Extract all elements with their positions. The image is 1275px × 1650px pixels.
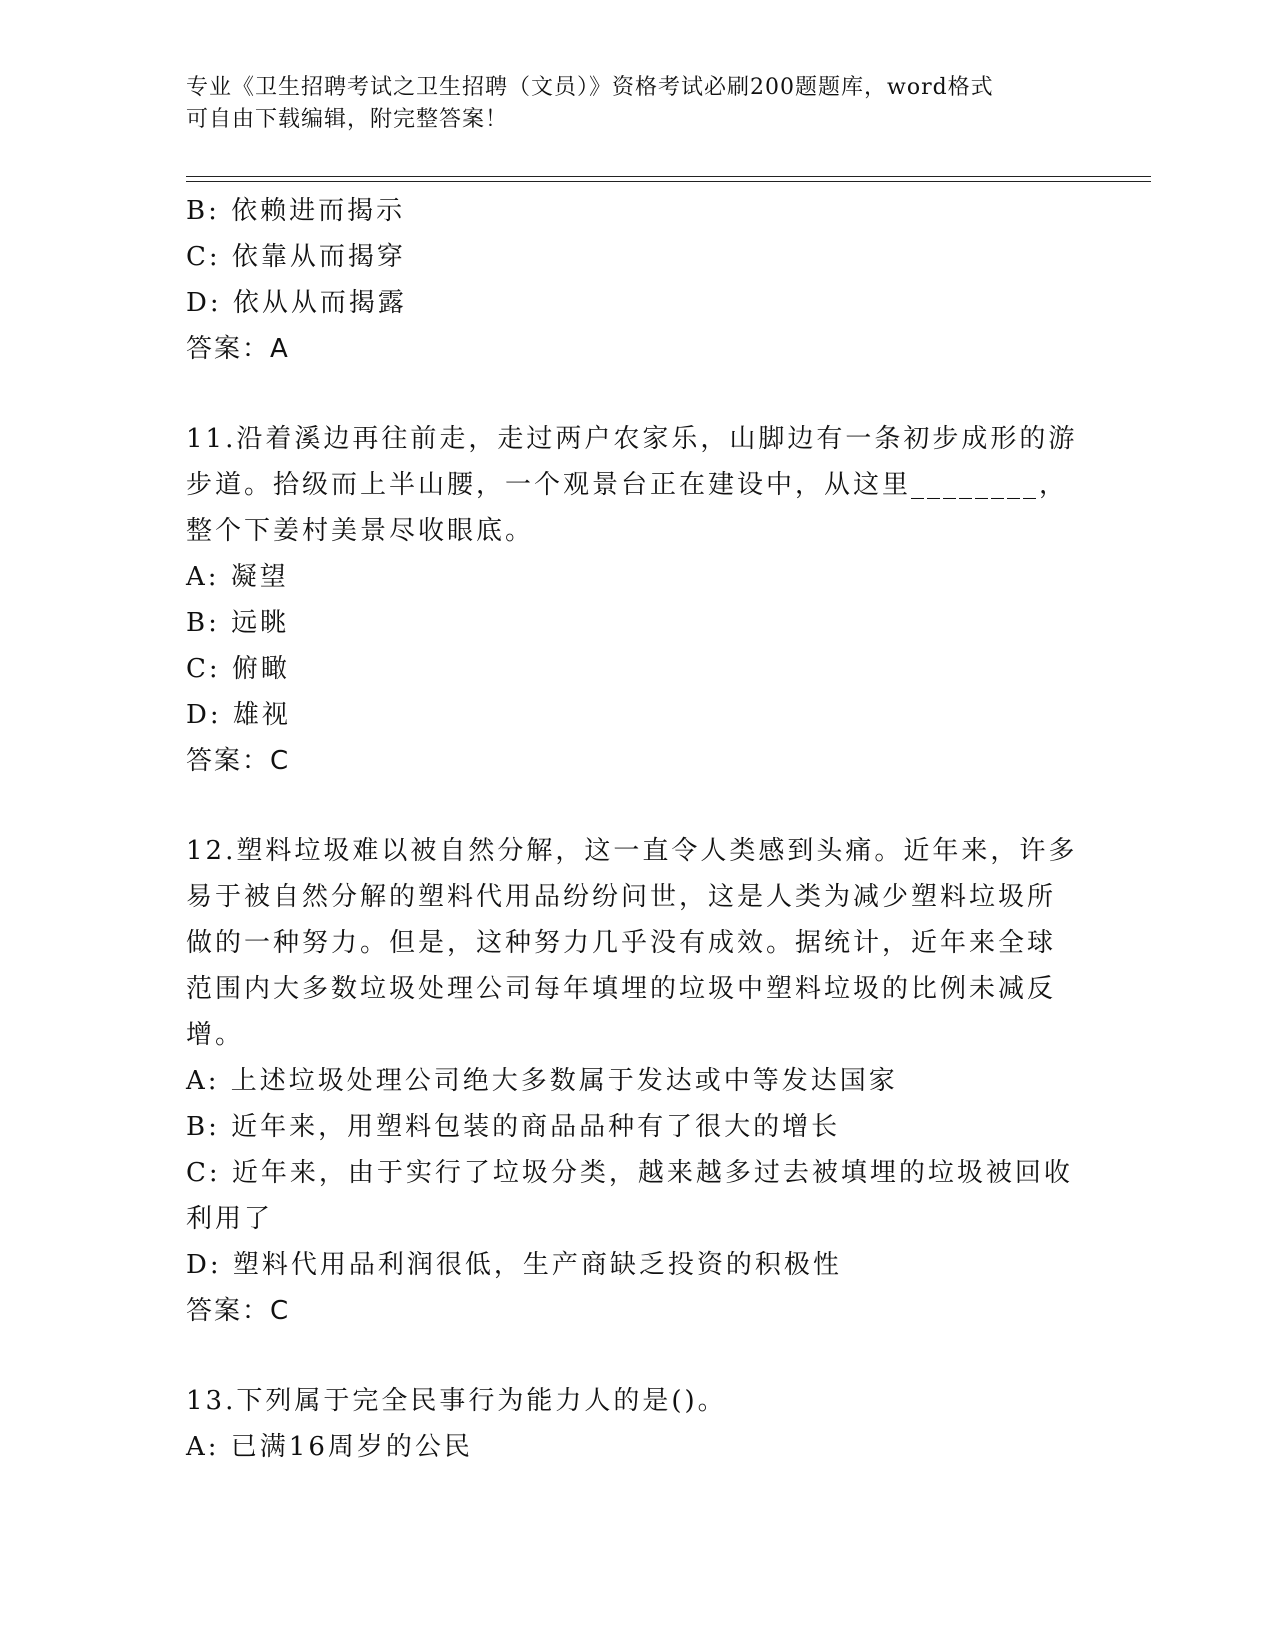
header-divider-top bbox=[186, 176, 1151, 177]
option-c: C: 依靠从而揭穿 bbox=[186, 242, 406, 272]
spacer bbox=[186, 1334, 1086, 1378]
option-a: A: 凝望 bbox=[186, 562, 289, 592]
option-d: D: 塑料代用品利润很低，生产商缺乏投资的积极性 bbox=[186, 1250, 842, 1280]
answer-line: 答案：A bbox=[186, 334, 290, 364]
option-d: D: 依从从而揭露 bbox=[186, 288, 407, 318]
question-stem-line: 整个下姜村美景尽收眼底。 bbox=[186, 516, 535, 546]
header-line-2: 可自由下载编辑，附完整答案！ bbox=[186, 107, 509, 132]
question-stem-line: 11.沿着溪边再往前走，走过两户农家乐，山脚边有一条初步成形的游 bbox=[186, 424, 1078, 454]
option-b: B: 依赖进而揭示 bbox=[186, 196, 406, 226]
question-12 bbox=[186, 828, 1086, 1334]
question-stem-line: 增。 bbox=[186, 1020, 245, 1050]
question-stem-line: 易于被自然分解的塑料代用品纷纷问世，这是人类为减少塑料垃圾所 bbox=[186, 882, 1057, 912]
question-stem-line: 步道。拾级而上半山腰，一个观景台正在建设中，从这里________， bbox=[186, 470, 1069, 500]
answer-line: 答案：C bbox=[186, 1296, 291, 1326]
option-d: D: 雄视 bbox=[186, 700, 291, 730]
option-a: A: 已满16周岁的公民 bbox=[186, 1432, 473, 1462]
page-header bbox=[186, 72, 1066, 136]
question-10-continued bbox=[186, 188, 1086, 372]
header-divider-bottom bbox=[186, 181, 1151, 182]
option-c: C: 俯瞰 bbox=[186, 654, 290, 684]
question-stem-line: 做的一种努力。但是，这种努力几乎没有成效。据统计，近年来全球 bbox=[186, 928, 1057, 958]
spacer bbox=[186, 784, 1086, 828]
question-stem-line: 12.塑料垃圾难以被自然分解，这一直令人类感到头痛。近年来，许多 bbox=[186, 836, 1078, 866]
option-c: C: 近年来，由于实行了垃圾分类，越来越多过去被填埋的垃圾被回收 bbox=[186, 1158, 1073, 1188]
header-line-1: 专业《卫生招聘考试之卫生招聘（文员）》资格考试必刷200题题库，word格式 bbox=[186, 75, 994, 100]
option-b: B: 远眺 bbox=[186, 608, 290, 638]
question-stem-line: 13.下列属于完全民事行为能力人的是()。 bbox=[186, 1386, 727, 1416]
question-13 bbox=[186, 1378, 1086, 1470]
spacer bbox=[186, 372, 1086, 416]
question-list bbox=[186, 188, 1086, 1470]
question-11 bbox=[186, 416, 1086, 784]
option-b: B: 近年来，用塑料包装的商品品种有了很大的增长 bbox=[186, 1112, 841, 1142]
option-c-continued: 利用了 bbox=[186, 1204, 274, 1234]
option-a: A: 上述垃圾处理公司绝大多数属于发达或中等发达国家 bbox=[186, 1066, 898, 1096]
question-stem-line: 范围内大多数垃圾处理公司每年填埋的垃圾中塑料垃圾的比例未减反 bbox=[186, 974, 1057, 1004]
answer-line: 答案：C bbox=[186, 746, 291, 776]
